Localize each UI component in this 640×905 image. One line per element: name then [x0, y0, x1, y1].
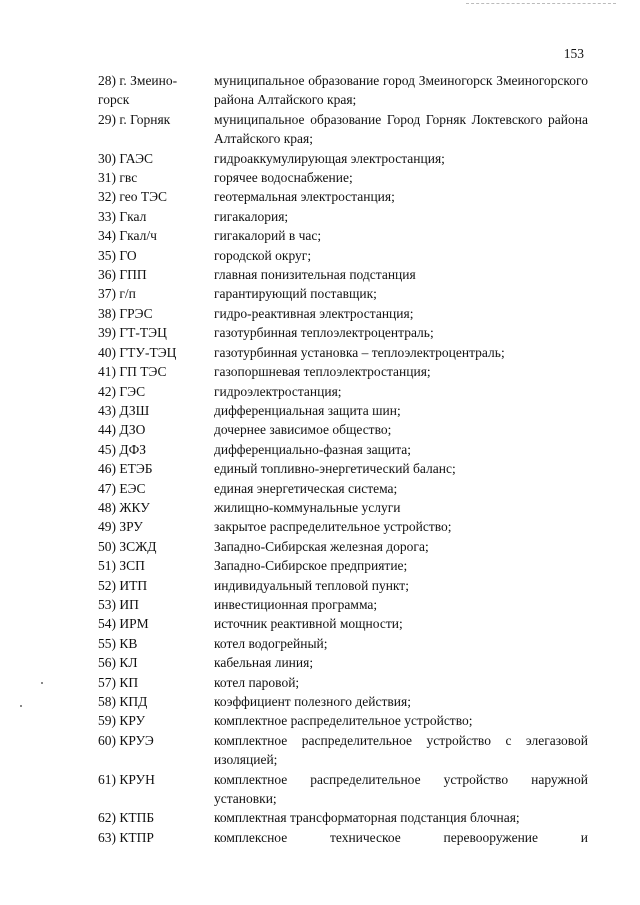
abbreviation-definition: газотурбинная установка – теплоэлектроцентраль; [214, 344, 505, 360]
list-item [98, 382, 588, 401]
abbreviation-term: 34) Гкал/ч [98, 228, 157, 244]
abbreviation-term: 33) Гкал [98, 208, 147, 224]
abbreviation-term: 38) ГРЭС [98, 305, 153, 321]
abbreviation-definition: Западно-Сибирская железная дорога; [214, 538, 429, 554]
abbreviation-term: 57) КП [98, 674, 139, 690]
abbreviation-definition: гарантирующий поставщик; [214, 286, 377, 302]
abbreviation-definition: комплексное техническое перевооружение и [214, 829, 588, 845]
list-item [98, 226, 588, 245]
list-item [98, 808, 588, 827]
list-item [98, 207, 588, 226]
abbreviation-term: 52) ИТП [98, 577, 148, 593]
abbreviation-definition: коэффициент полезного действия; [214, 694, 411, 709]
abbreviation-term: 43) ДЗШ [98, 402, 150, 418]
list-item [98, 304, 588, 323]
list-item [98, 440, 588, 459]
list-item [98, 517, 588, 536]
abbreviation-definition: городской округ; [214, 247, 312, 263]
abbreviation-definition: кабельная линия; [214, 655, 314, 671]
abbreviation-term: 51) ЗСП [98, 558, 145, 574]
abbreviation-definition: муниципальное образование Город Горняк Локтевского района Алтайского края; [214, 111, 588, 147]
abbreviation-definition: жилищно-коммунальные услуги [214, 499, 401, 515]
abbreviation-term: 54) ИРМ [98, 616, 149, 632]
abbreviation-term: 35) ГО [98, 247, 137, 263]
list-item [98, 362, 588, 381]
abbreviation-definition: гигакалорий в час; [214, 228, 322, 244]
abbreviation-definition: главная понизительная подстанция [214, 267, 416, 283]
list-item [98, 614, 588, 633]
abbreviation-term: 46) ЕТЭБ [98, 461, 153, 477]
abbreviation-definition: комплектная трансформаторная подстанция блочная; [214, 810, 520, 826]
list-item [98, 323, 588, 342]
abbreviation-term: 53) ИП [98, 596, 139, 612]
abbreviation-definition: источник реактивной мощности; [214, 616, 403, 632]
abbreviation-definition: индивидуальный тепловой пункт; [214, 577, 409, 593]
abbreviation-term: 39) ГТ-ТЭЦ [98, 325, 167, 341]
scan-artifact-dot [20, 705, 22, 707]
abbreviation-definition: дочернее зависимое общество; [214, 422, 392, 438]
list-item [98, 265, 588, 284]
abbreviation-term: 40) ГТУ-ТЭЦ [98, 344, 177, 360]
abbreviation-term: 31) гвс [98, 170, 138, 186]
abbreviation-definition: гидроэлектростанция; [214, 383, 342, 399]
abbreviation-term: 59) КРУ [98, 713, 146, 729]
abbreviation-term: 36) ГПП [98, 267, 147, 283]
abbreviation-term: 49) ЗРУ [98, 519, 143, 535]
abbreviation-term: 60) КРУЭ [98, 732, 154, 748]
abbreviation-definition: газопоршневая теплоэлектростанция; [214, 364, 431, 380]
list-item [98, 479, 588, 498]
list-item [98, 595, 588, 614]
abbreviation-term: 41) ГП ТЭС [98, 364, 167, 380]
abbreviation-term: 29) г. Горняк [98, 111, 171, 127]
abbreviation-term: 63) КТПР [98, 829, 154, 845]
list-item [98, 284, 588, 303]
list-item [98, 420, 588, 439]
list-item [98, 576, 588, 595]
abbreviation-definition: единый топливно-энергетический баланс; [214, 461, 456, 477]
abbreviation-term: 47) ЕЭС [98, 480, 146, 496]
scan-artifact-dot [41, 682, 43, 684]
list-item [98, 498, 588, 517]
abbreviation-term: 61) КРУН [98, 771, 155, 787]
abbreviation-term: 50) ЗСЖД [98, 538, 157, 554]
list-item [98, 770, 588, 809]
list-item [98, 556, 588, 575]
list-item [98, 537, 588, 556]
abbreviation-term: 32) гео ТЭС [98, 189, 168, 205]
list-item [98, 653, 588, 672]
abbreviation-definition: геотермальная электростанция; [214, 189, 395, 205]
list-item [98, 149, 588, 168]
abbreviation-definition: комплектное распределительное устройство наружной установки; [214, 771, 588, 807]
abbreviation-term: 30) ГАЭС [98, 150, 154, 166]
abbreviation-definition: газотурбинная теплоэлектроцентраль; [214, 325, 434, 341]
abbreviation-definition: горячее водоснабжение; [214, 170, 353, 186]
abbreviation-definition: Западно-Сибирское предприятие; [214, 558, 408, 574]
abbreviation-definition: комплектное распределительное устройство с элегазовой изоляцией; [214, 732, 588, 768]
abbreviation-term: 28) г. Змеино- горск [98, 73, 178, 108]
list-item [98, 459, 588, 478]
list-item [98, 401, 588, 420]
abbreviation-term: 45) ДФЗ [98, 441, 147, 457]
page-number: 153 [563, 46, 584, 61]
list-item [98, 246, 588, 265]
abbreviation-definition: дифференциальная защита шин; [214, 402, 401, 418]
abbreviation-definition: гидроаккумулирующая электростанция; [214, 150, 445, 166]
abbreviation-term: 58) КПД [98, 694, 148, 709]
list-item [98, 634, 588, 653]
abbreviation-term: 62) КТПБ [98, 810, 155, 826]
abbreviation-definition: муниципальное образование город Змеиногорск Змеиногорского района Алтайского края; [214, 73, 588, 108]
abbreviation-definition: гигакалория; [214, 208, 289, 224]
list-item [98, 711, 588, 730]
abbreviation-term: 42) ГЭС [98, 383, 146, 399]
scan-artifact [466, 3, 616, 7]
abbreviation-definition: гидро-реактивная электростанция; [214, 305, 414, 321]
list-item [98, 187, 588, 206]
abbreviation-term: 44) ДЗО [98, 422, 146, 438]
abbreviation-term: 56) КЛ [98, 655, 138, 671]
list-item [98, 168, 588, 187]
abbreviation-definition: инвестиционная программа; [214, 596, 378, 612]
abbreviation-term: 55) КВ [98, 635, 138, 651]
list-item [98, 673, 588, 692]
list-item [98, 692, 588, 711]
abbreviation-list [98, 71, 588, 847]
abbreviation-definition: котел паровой; [214, 674, 300, 690]
abbreviation-term: 37) г/п [98, 286, 136, 302]
list-item [98, 731, 588, 770]
list-item [98, 110, 588, 149]
list-item [98, 71, 588, 110]
abbreviation-term: 48) ЖКУ [98, 499, 150, 515]
abbreviation-definition: комплектное распределительное устройство; [214, 713, 473, 729]
abbreviation-definition: единая энергетическая система; [214, 480, 398, 496]
abbreviation-definition: дифференциально-фазная защита; [214, 441, 412, 457]
list-item [98, 828, 588, 847]
list-item [98, 343, 588, 362]
abbreviation-definition: котел водогрейный; [214, 635, 328, 651]
abbreviation-definition: закрытое распределительное устройство; [214, 519, 452, 535]
